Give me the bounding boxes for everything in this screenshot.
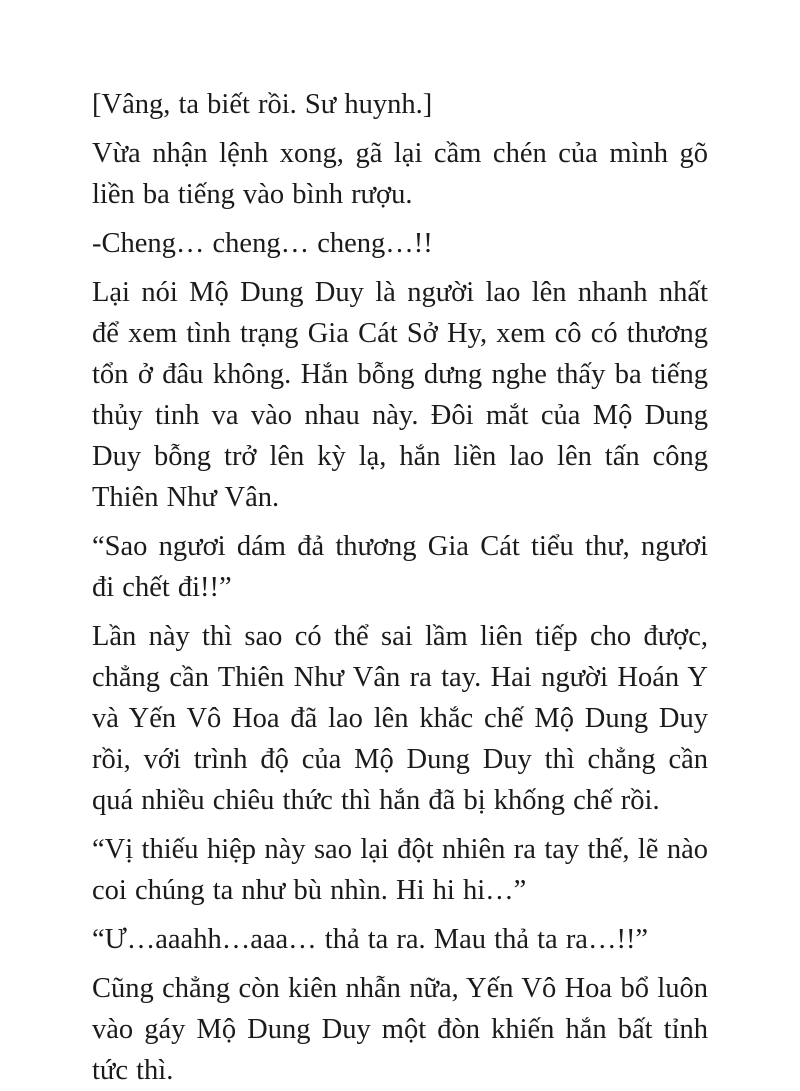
paragraph: Lại nói Mộ Dung Duy là người lao lên nhanh nhất để xem tình trạng Gia Cát Sở Hy, xem cô có thương tổn ở đâu không. Hắn bỗng dưng nghe thấy ba tiếng thủy tinh va vào nhau này. Đôi mắt của Mộ Dung Duy bỗng trở lên kỳ lạ, hắn liền lao lên tấn công Thiên Như Vân. — [92, 277, 708, 513]
paragraph: Vừa nhận lệnh xong, gã lại cầm chén của mình gõ liền ba tiếng vào bình rượu. — [92, 138, 708, 210]
paragraph: Lần này thì sao có thể sai lầm liên tiếp cho được, chẳng cần Thiên Như Vân ra tay. Hai người Hoán Y và Yến Vô Hoa đã lao lên khắc chế Mộ Dung Duy rồi, với trình độ của Mộ Dung Duy thì chẳng cần quá nhiều chiêu thức thì hắn đã bị khống chế rồi. — [92, 621, 708, 816]
paragraph: “Sao ngươi dám đả thương Gia Cát tiểu thư, ngươi đi chết đi!!” — [92, 531, 708, 603]
paragraph: “Vị thiếu hiệp này sao lại đột nhiên ra tay thế, lẽ nào coi chúng ta như bù nhìn. Hi hi hi…” — [92, 834, 708, 906]
paragraph: Cũng chẳng còn kiên nhẫn nữa, Yến Vô Hoa bổ luôn vào gáy Mộ Dung Duy một đòn khiến hắn bất tỉnh tức thì. — [92, 973, 708, 1086]
paragraph: “Ư…aaahh…aaa… thả ta ra. Mau thả ta ra…!!” — [92, 924, 649, 955]
paragraph: -Cheng… cheng… cheng…!! — [92, 228, 433, 259]
paragraph: [Vâng, ta biết rồi. Sư huynh.] — [92, 89, 433, 120]
text-block — [92, 84, 708, 1091]
